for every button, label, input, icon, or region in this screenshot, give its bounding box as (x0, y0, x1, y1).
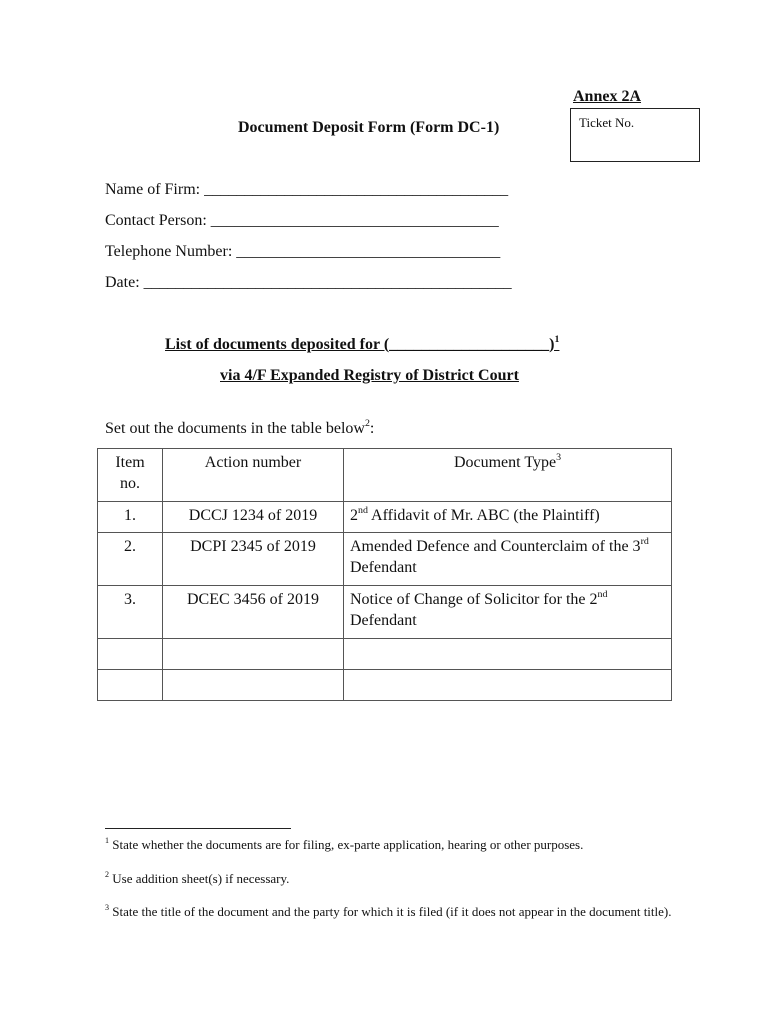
footnote-3 (105, 903, 680, 920)
footnote-ref-1: 1 (554, 333, 560, 345)
table-row (98, 533, 672, 586)
ordinal-suffix: nd (597, 588, 608, 600)
empty-table-row (98, 639, 672, 670)
document-type-cell (344, 586, 672, 639)
contact-person-field[interactable]: Contact Person: ____________________________________ (105, 212, 499, 229)
ticket-number-box[interactable] (570, 108, 700, 162)
header-document-type (344, 449, 672, 502)
footnote-divider (105, 828, 291, 829)
table-header-row (98, 449, 672, 502)
document-type-text: Amended Defence and Counterclaim of the 3 (350, 538, 641, 555)
form-title: Document Deposit Form (Form DC-1) (238, 119, 500, 136)
header-document-type-text: Document Type (453, 454, 557, 471)
empty-cell[interactable] (163, 639, 344, 670)
empty-cell[interactable] (98, 639, 163, 670)
empty-cell[interactable] (344, 639, 672, 670)
document-type-cell (344, 502, 672, 533)
item-number-cell: 3. (98, 586, 163, 639)
instruction-colon: : (369, 420, 375, 437)
list-heading (165, 333, 560, 354)
document-type-text: Defendant (350, 612, 417, 629)
telephone-number-field[interactable]: Telephone Number: _________________________________ (105, 243, 501, 260)
footnote-1 (105, 836, 680, 853)
empty-table-row (98, 670, 672, 701)
table-row (98, 502, 672, 533)
documents-table (97, 448, 672, 701)
list-heading-text: List of documents deposited for (____________________) (165, 336, 555, 353)
document-type-cell (344, 533, 672, 586)
item-number-cell: 2. (98, 533, 163, 586)
table-instruction (105, 417, 375, 438)
footnote-text: Use addition sheet(s) if necessary. (112, 871, 290, 886)
date-field[interactable]: Date: ______________________________________________ (105, 274, 512, 291)
footnote-ref-3: 3 (556, 451, 562, 463)
registry-heading: via 4/F Expanded Registry of District Court (220, 367, 519, 384)
action-number-cell: DCCJ 1234 of 2019 (163, 502, 344, 533)
instruction-text: Set out the documents in the table below (105, 420, 365, 437)
footnote-number: 3 (105, 902, 110, 912)
ticket-number-label: Ticket No. (579, 115, 635, 130)
action-number-cell: DCPI 2345 of 2019 (163, 533, 344, 586)
empty-cell[interactable] (163, 670, 344, 701)
document-type-text: Defendant (350, 559, 417, 576)
action-number-cell: DCEC 3456 of 2019 (163, 586, 344, 639)
footnote-number: 1 (105, 835, 110, 845)
empty-cell[interactable] (98, 670, 163, 701)
firm-name-field[interactable]: Name of Firm: ______________________________________ (105, 181, 509, 198)
header-item-no: Item no. (98, 449, 163, 502)
document-type-text: Affidavit of Mr. ABC (the Plaintiff) (367, 507, 600, 524)
document-type-text: 2 (350, 507, 358, 524)
footnote-2 (105, 870, 680, 887)
footnote-ref-2: 2 (364, 417, 370, 429)
table-row (98, 586, 672, 639)
ordinal-suffix: rd (640, 535, 649, 547)
annex-label: Annex 2A (573, 88, 642, 105)
item-number-cell: 1. (98, 502, 163, 533)
document-type-text: Notice of Change of Solicitor for the 2 (350, 591, 598, 608)
footnote-number: 2 (105, 869, 110, 879)
footnote-text: State the title of the document and the party for which it is filed (if it does not appear in the document title). (112, 904, 672, 919)
ordinal-suffix: nd (358, 504, 368, 516)
header-action-number: Action number (163, 449, 344, 502)
empty-cell[interactable] (344, 670, 672, 701)
footnote-text: State whether the documents are for filing, ex-parte application, hearing or other purposes. (112, 837, 584, 852)
